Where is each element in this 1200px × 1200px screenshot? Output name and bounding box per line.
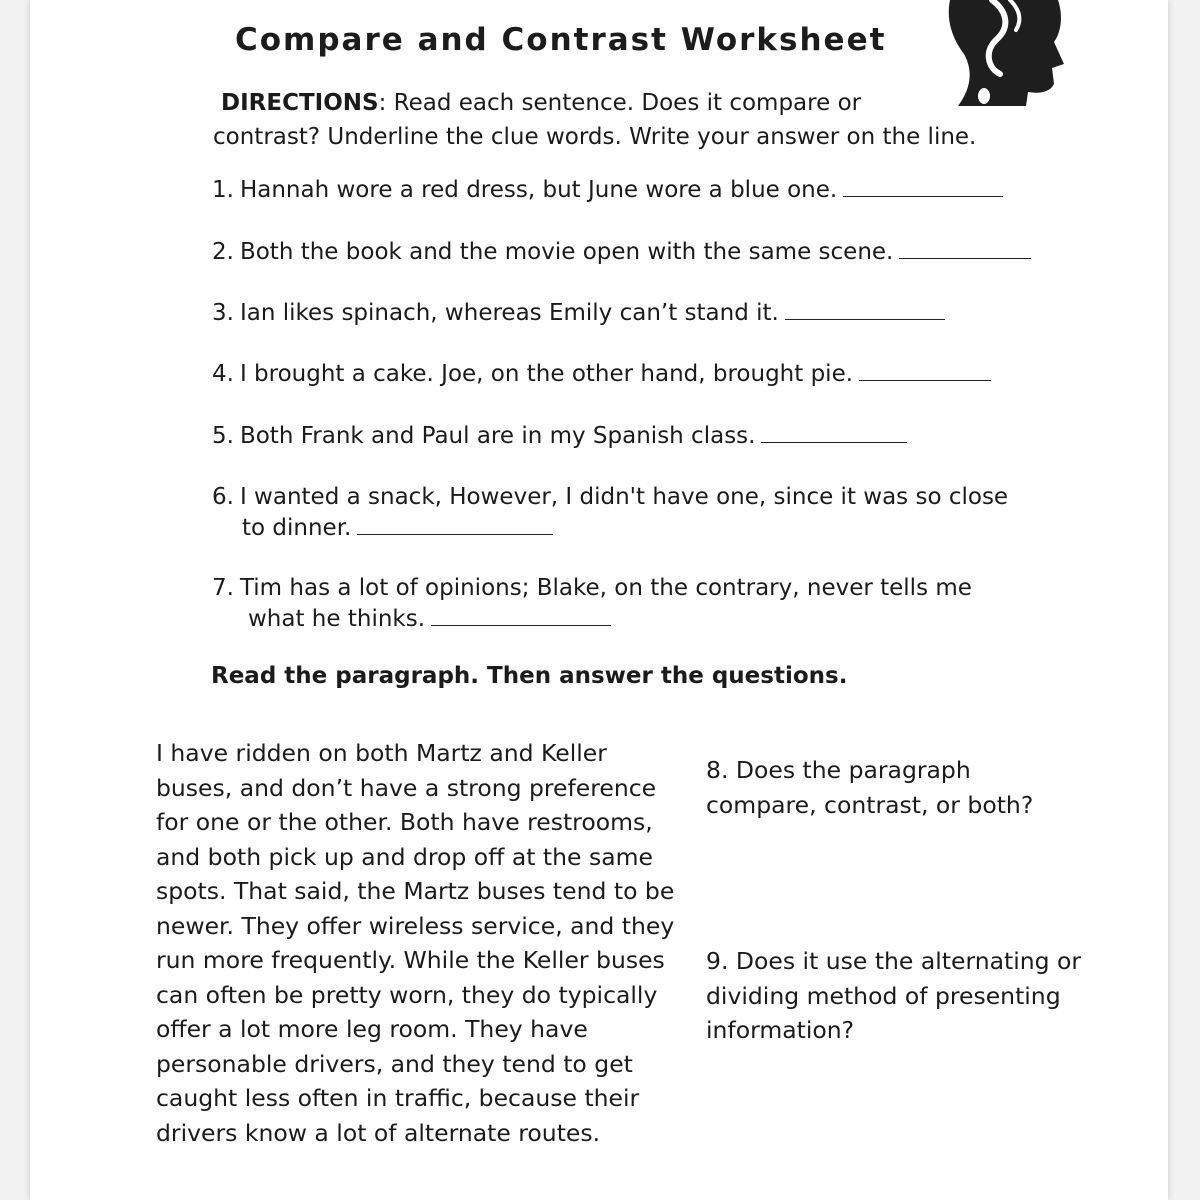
question-text: Both the book and the movie open with the same scene. bbox=[239, 239, 894, 265]
answer-line[interactable] bbox=[843, 174, 1003, 197]
paragraph-line: for one or the other. Both have restrooms, bbox=[156, 808, 653, 836]
question-text-cont: to dinner. bbox=[242, 515, 352, 541]
directions-text-line2: contrast? Underline the clue words. Write your answer on the line. bbox=[213, 124, 977, 150]
paragraph-line: caught less often in traffic, because their bbox=[156, 1084, 640, 1112]
question-text: dividing method of presenting bbox=[706, 981, 1061, 1010]
question-text: I brought a cake. Joe, on the other hand, brought pie. bbox=[239, 361, 854, 387]
answer-line[interactable] bbox=[357, 512, 553, 535]
section-instruction: Read the paragraph. Then answer the questions. bbox=[211, 663, 848, 689]
question-number: 7. bbox=[212, 575, 234, 601]
question-6 bbox=[212, 482, 1072, 543]
question-number: 6. bbox=[212, 484, 234, 510]
question-number: 5. bbox=[212, 423, 234, 449]
question-text: compare, contrast, or both? bbox=[706, 790, 1034, 819]
question-text: 9. Does it use the alternating or bbox=[706, 947, 1082, 975]
directions-text-line1: : Read each sentence. Does it compare or bbox=[378, 90, 862, 116]
question-5 bbox=[212, 420, 1072, 451]
answer-line[interactable] bbox=[431, 603, 611, 626]
question-text: Ian likes spinach, whereas Emily can’t stand it. bbox=[239, 300, 779, 326]
question-text: Hannah wore a red dress, but June wore a blue one. bbox=[239, 177, 838, 203]
paragraph-line: buses, and don’t have a strong preference bbox=[156, 773, 657, 802]
paragraph-line: newer. They offer wireless service, and they bbox=[156, 911, 675, 940]
question-3 bbox=[212, 297, 1072, 328]
paragraph-line: can often be pretty worn, they do typically bbox=[156, 980, 658, 1009]
question-4 bbox=[212, 358, 1072, 389]
reading-paragraph bbox=[156, 736, 686, 1150]
paragraph-line: I have ridden on both Martz and Keller bbox=[156, 739, 607, 767]
answer-line[interactable] bbox=[859, 358, 991, 381]
paragraph-line: run more frequently. While the Keller buses bbox=[156, 946, 665, 974]
question-text: Both Frank and Paul are in my Spanish class. bbox=[239, 423, 756, 449]
question-number: 1. bbox=[212, 177, 234, 203]
question-number: 3. bbox=[212, 300, 234, 326]
question-7 bbox=[212, 573, 1072, 634]
paragraph-line: spots. That said, the Martz buses tend to be bbox=[156, 877, 675, 905]
question-number: 4. bbox=[212, 361, 234, 387]
paragraph-line: and both pick up and drop off at the same bbox=[156, 842, 653, 871]
question-text: information? bbox=[706, 1016, 855, 1044]
directions bbox=[213, 86, 1003, 154]
question-9 bbox=[706, 944, 1126, 1048]
question-1 bbox=[212, 174, 1072, 205]
worksheet-page bbox=[30, 0, 1168, 1200]
answer-line[interactable] bbox=[785, 297, 945, 320]
question-8 bbox=[706, 753, 1126, 822]
question-text-cont: what he thinks. bbox=[248, 606, 426, 632]
question-text: Tim has a lot of opinions; Blake, on the contrary, never tells me bbox=[239, 575, 972, 601]
paragraph-line: drivers know a lot of alternate routes. bbox=[156, 1118, 601, 1147]
question-number: 2. bbox=[212, 239, 234, 265]
question-text: 8. Does the paragraph bbox=[706, 756, 971, 784]
question-2 bbox=[212, 236, 1072, 267]
answer-line[interactable] bbox=[761, 420, 907, 443]
answer-line[interactable] bbox=[899, 236, 1031, 259]
worksheet-title: Compare and Contrast Worksheet bbox=[235, 22, 887, 58]
question-text: I wanted a snack, However, I didn't have one, since it was so close bbox=[239, 484, 1009, 510]
directions-label: DIRECTIONS bbox=[221, 90, 379, 116]
paragraph-line: personable drivers, and they tend to get bbox=[156, 1049, 633, 1078]
paragraph-line: offer a lot more leg room. They have bbox=[156, 1015, 588, 1043]
